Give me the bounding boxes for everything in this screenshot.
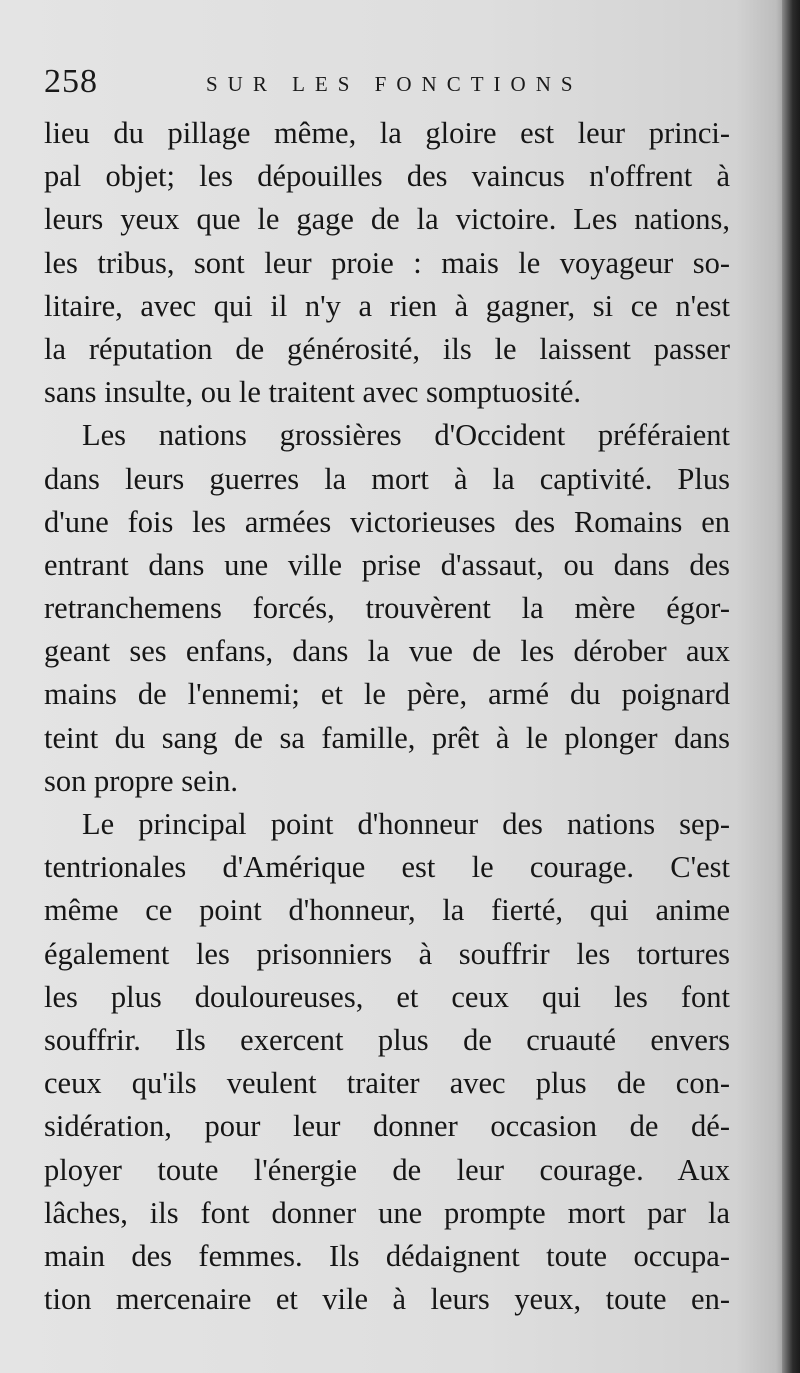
- book-spine-shadow: [782, 0, 800, 1373]
- text-line: lieu du pillage même, la gloire est leur princi-: [44, 116, 730, 150]
- text-line: litaire, avec qui il n'y a rien à gagner, si ce n'est: [44, 288, 730, 323]
- text-line: geant ses enfans, dans la vue de les dérober aux: [44, 634, 730, 669]
- text-line: retranchemens forcés, trouvèrent la mère égor-: [44, 591, 730, 626]
- text-line: mains de l'ennemi; et le père, armé du poignard: [44, 677, 730, 712]
- running-head: SUR LES FONCTIONS: [206, 72, 583, 96]
- text-line: sidération, pour leur donner occasion de dé-: [44, 1109, 730, 1144]
- page-number: 258: [44, 63, 98, 100]
- text-line: les tribus, sont leur proie : mais le voyageur so-: [44, 245, 730, 280]
- text-line: d'une fois les armées victorieuses des Romains en: [44, 504, 730, 539]
- text-line: les plus douloureuses, et ceux qui les font: [44, 979, 730, 1014]
- paragraph-end-line: sans insulte, ou le traitent avec somptuosité.: [44, 375, 582, 410]
- text-line: tentrionales d'Amérique est le courage. C'est: [44, 850, 730, 885]
- text-line: entrant dans une ville prise d'assaut, ou dans des: [44, 547, 730, 582]
- text-line: ployer toute l'énergie de leur courage. Aux: [44, 1152, 730, 1187]
- text-line: leurs yeux que le gage de la victoire. Les nations,: [44, 202, 730, 237]
- text-line: teint du sang de sa famille, prêt à le plonger dans: [44, 720, 730, 755]
- text-line: souffrir. Ils exercent plus de cruauté envers: [44, 1022, 730, 1057]
- paragraph-start-line: Le principal point d'honneur des nations sep-: [82, 807, 730, 841]
- body-text: [44, 112, 730, 1321]
- text-line: également les prisonniers à souffrir les tortures: [44, 936, 730, 971]
- text-line: ceux qu'ils veulent traiter avec plus de con-: [44, 1066, 730, 1101]
- text-line: même ce point d'honneur, la fierté, qui anime: [44, 893, 730, 928]
- page-header: [44, 62, 744, 102]
- text-line: dans leurs guerres la mort à la captivité. Plus: [44, 461, 730, 496]
- paragraph-end-line: son propre sein.: [44, 763, 238, 798]
- text-line: la réputation de générosité, ils le laissent passer: [44, 331, 730, 366]
- text-line: main des femmes. Ils dédaignent toute occupa-: [44, 1238, 730, 1273]
- text-line: pal objet; les dépouilles des vaincus n'offrent à: [44, 159, 730, 194]
- text-line: tion mercenaire et vile à leurs yeux, toute en-: [44, 1282, 730, 1317]
- text-line: lâches, ils font donner une prompte mort par la: [44, 1195, 730, 1230]
- paragraph-start-line: Les nations grossières d'Occident préféraient: [82, 418, 730, 453]
